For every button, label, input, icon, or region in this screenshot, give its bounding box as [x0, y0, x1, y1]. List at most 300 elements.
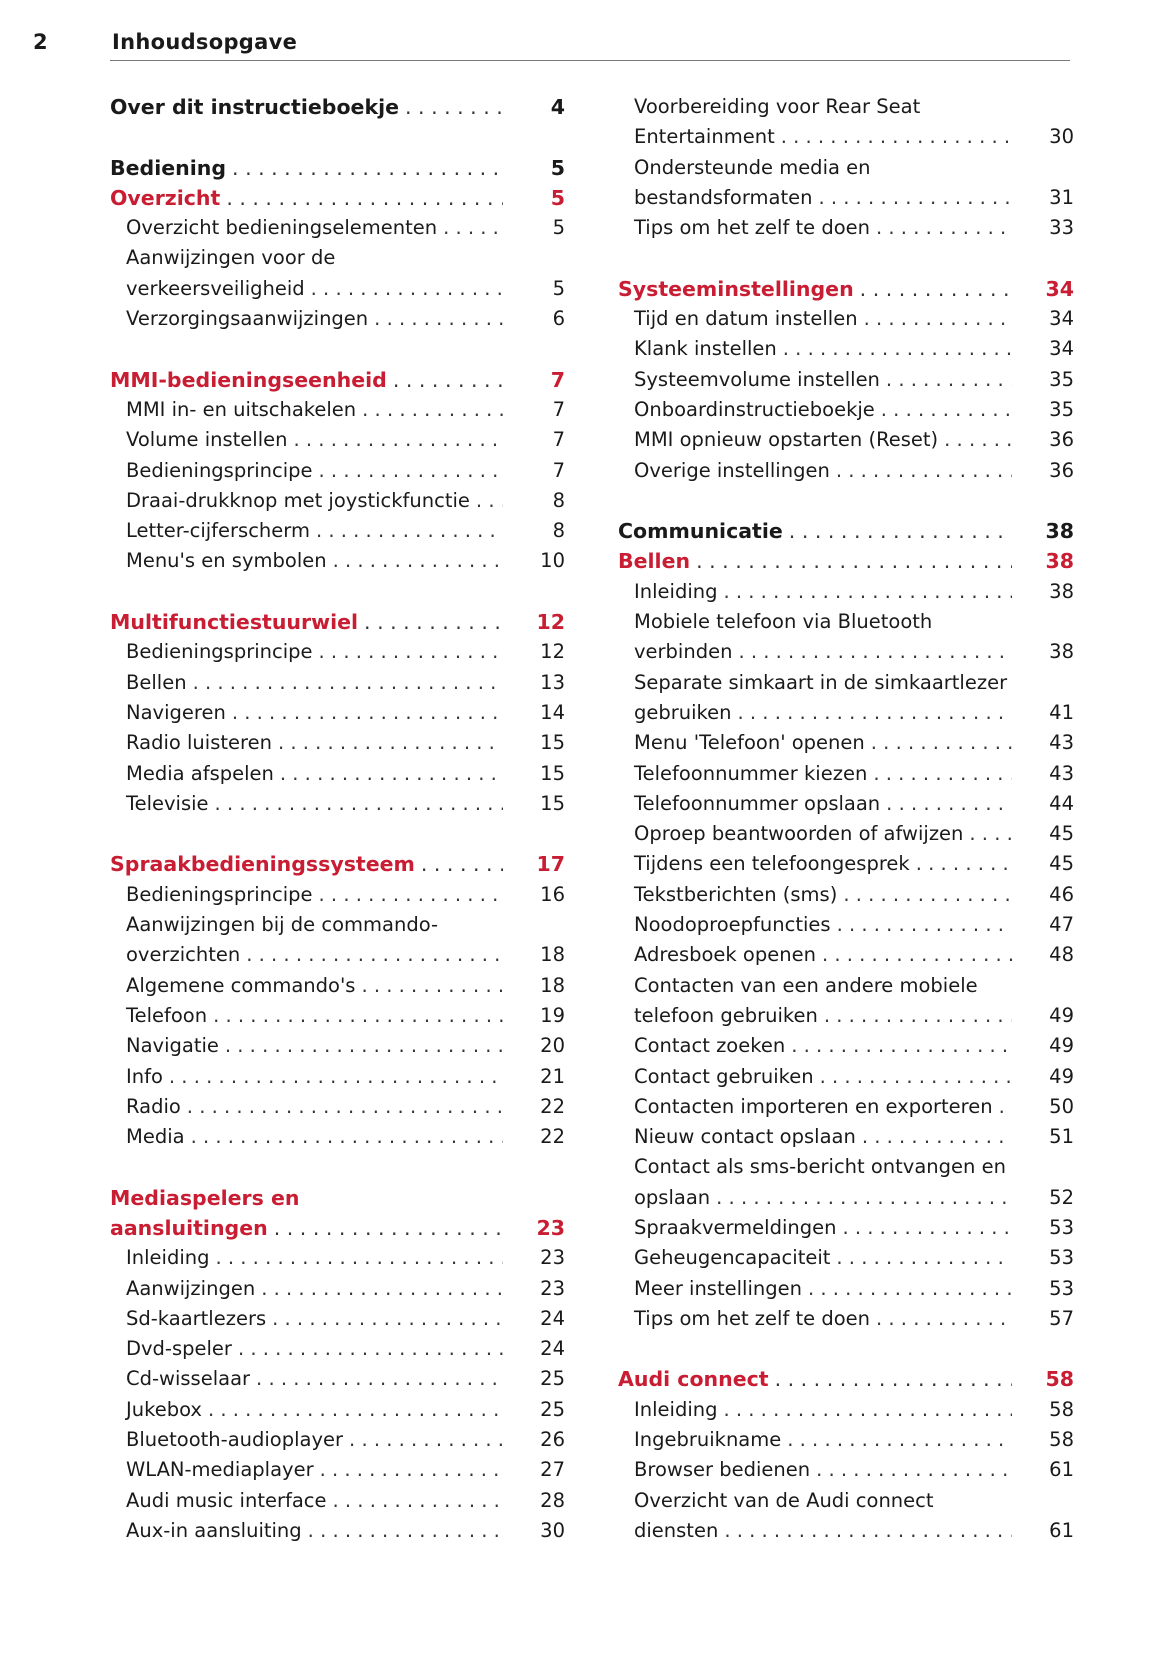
- toc-entry[interactable]: [110, 1455, 565, 1485]
- toc-entry-title: Voorbereiding voor Rear Seat: [634, 95, 921, 118]
- toc-entry-title: Bellen: [126, 670, 187, 694]
- toc-entry[interactable]: [618, 728, 1074, 758]
- toc-entry[interactable]: [618, 819, 1074, 849]
- dot-leader: [415, 849, 503, 879]
- toc-entry-title: Separate simkaart in de simkaartlezer: [634, 670, 1008, 694]
- toc-entry-page: 52: [1049, 1185, 1074, 1209]
- toc-entry[interactable]: [618, 1304, 1074, 1334]
- toc-entry-title: Systeeminstellingen: [618, 276, 854, 301]
- dot-leader: [814, 1062, 1012, 1092]
- toc-entry-title: verbinden: [634, 640, 733, 664]
- header-divider: [110, 60, 1070, 61]
- toc-entry-title: Bellen: [618, 549, 691, 574]
- toc-entry[interactable]: [618, 456, 1074, 486]
- dot-leader: [314, 1455, 503, 1485]
- dot-leader: [226, 153, 503, 183]
- toc-entry[interactable]: [618, 1213, 1074, 1243]
- dot-leader: [358, 607, 503, 637]
- toc-entry-page: 24: [540, 1337, 565, 1361]
- toc-entry-page: 4: [550, 95, 565, 119]
- toc-entry-title: Adresboek openen: [634, 943, 816, 967]
- toc-entry[interactable]: [110, 1395, 565, 1425]
- toc-entry-title: Media: [126, 1125, 185, 1149]
- toc-entry-page: 5: [552, 276, 565, 300]
- toc-entry[interactable]: [618, 789, 1074, 819]
- toc-entry-page: 43: [1049, 761, 1074, 785]
- dot-leader: [209, 789, 503, 819]
- toc-entry-page: 61: [1049, 1458, 1074, 1482]
- toc-entry-title: Sd-kaartlezers: [126, 1306, 267, 1330]
- toc-entry-title: Algemene commando's: [126, 973, 356, 997]
- toc-entry[interactable]: [110, 1062, 565, 1092]
- toc-entry[interactable]: [110, 1122, 565, 1152]
- dot-leader: [356, 395, 503, 425]
- toc-entry[interactable]: [618, 213, 1074, 243]
- toc-entry[interactable]: [618, 577, 1074, 607]
- dot-leader: [775, 122, 1012, 152]
- toc-entry[interactable]: [110, 940, 565, 970]
- dot-leader: [880, 789, 1012, 819]
- toc-entry[interactable]: [618, 880, 1074, 910]
- toc-entry-title: Bedieningsprincipe: [126, 640, 313, 664]
- toc-entry-title: Volume instellen: [126, 428, 288, 452]
- dot-leader: [938, 425, 1012, 455]
- dot-leader: [355, 971, 503, 1001]
- toc-entry-title: Entertainment: [634, 125, 775, 149]
- dot-leader: [163, 1062, 503, 1092]
- dot-leader: [268, 1213, 503, 1243]
- toc-entry-title: Menu 'Telefoon' openen: [634, 731, 865, 755]
- toc-entry[interactable]: [110, 1001, 565, 1031]
- toc-entry-title: Spraakbedieningssysteem: [110, 852, 415, 877]
- toc-entry-page: 7: [552, 397, 565, 421]
- toc-entry-title: MMI-bedieningseenheid: [110, 367, 387, 392]
- toc-entry-page: 8: [552, 519, 565, 543]
- toc-entry-page: 7: [550, 367, 565, 392]
- dot-leader: [255, 1274, 503, 1304]
- dot-leader: [302, 1516, 503, 1546]
- toc-entry[interactable]: [110, 910, 565, 940]
- toc-entry-page: 7: [552, 428, 565, 452]
- toc-entry-page: 15: [540, 791, 565, 815]
- dot-leader: [274, 759, 503, 789]
- toc-entry[interactable]: [618, 153, 1074, 183]
- toc-entry-title: Inleiding: [634, 1397, 718, 1421]
- dot-leader: [305, 274, 503, 304]
- toc-entry[interactable]: [110, 971, 565, 1001]
- dot-leader: [399, 92, 503, 122]
- toc-entry[interactable]: [618, 183, 1074, 213]
- toc-entry-title: MMI opnieuw opstarten (Reset): [634, 428, 939, 452]
- toc-entry-title: Aanwijzingen voor de: [126, 246, 336, 270]
- toc-entry[interactable]: [110, 274, 565, 304]
- toc-entry-page: 34: [1045, 276, 1074, 301]
- toc-entry-page: 35: [1049, 397, 1074, 421]
- toc-entry-page: 45: [1049, 852, 1074, 876]
- toc-entry-title: Letter-cijferscherm: [126, 519, 310, 543]
- toc-entry[interactable]: [110, 698, 565, 728]
- toc-entry[interactable]: [618, 637, 1074, 667]
- toc-entry-title: Contact als sms-bericht ontvangen en: [634, 1155, 1006, 1179]
- toc-entry-page: 34: [1049, 307, 1074, 331]
- toc-entry[interactable]: [618, 1274, 1074, 1304]
- toc-entry-page: 38: [1045, 549, 1074, 574]
- toc-entry[interactable]: [618, 1001, 1074, 1031]
- toc-entry-page: 12: [536, 610, 565, 635]
- toc-entry-title: Contact gebruiken: [634, 1064, 814, 1088]
- toc-entry-page: 43: [1049, 731, 1074, 755]
- dot-leader: [837, 880, 1012, 910]
- toc-entry-page: 46: [1049, 882, 1074, 906]
- dot-leader: [181, 1092, 503, 1122]
- dot-leader: [207, 1001, 503, 1031]
- toc-entry-page: 30: [1049, 125, 1074, 149]
- toc-entry-page: 24: [540, 1306, 565, 1330]
- toc-entry[interactable]: [110, 1486, 565, 1516]
- toc-entry[interactable]: [618, 1062, 1074, 1092]
- dot-leader: [327, 1486, 503, 1516]
- dot-leader: [313, 637, 503, 667]
- toc-entry[interactable]: [110, 880, 565, 910]
- toc-entry-title: Tips om het zelf te doen: [634, 216, 871, 240]
- dot-leader: [856, 1122, 1012, 1152]
- toc-entry-page: 17: [536, 852, 565, 877]
- toc-entry-title: Dvd-speler: [126, 1337, 232, 1361]
- toc-entry-page: 26: [540, 1428, 565, 1452]
- toc-entry[interactable]: [618, 698, 1074, 728]
- dot-leader: [368, 304, 503, 334]
- toc-entry-page: 34: [1049, 337, 1074, 361]
- section-spacer: [618, 243, 1074, 273]
- toc-entry-page: 38: [1045, 519, 1074, 544]
- dot-leader: [387, 365, 503, 395]
- toc-entry[interactable]: [110, 1243, 565, 1273]
- toc-entry-page: 51: [1049, 1125, 1074, 1149]
- dot-leader: [327, 546, 503, 576]
- toc-entry-page: 23: [540, 1276, 565, 1300]
- toc-entry[interactable]: [110, 213, 565, 243]
- toc-entry-page: 13: [540, 670, 565, 694]
- toc-entry-page: 33: [1049, 216, 1074, 240]
- toc-entry-page: 25: [540, 1367, 565, 1391]
- toc-entry-title: Jukebox: [126, 1397, 202, 1421]
- toc-entry-page: 12: [540, 640, 565, 664]
- dot-leader: [875, 395, 1012, 425]
- toc-entry-page: 30: [540, 1518, 565, 1542]
- dot-leader: [810, 1455, 1012, 1485]
- dot-leader: [313, 456, 503, 486]
- toc-entry-page: 18: [540, 973, 565, 997]
- toc-entry-page: 31: [1049, 185, 1074, 209]
- toc-entry-title: Overige instellingen: [634, 458, 830, 482]
- dot-leader: [963, 819, 1012, 849]
- toc-entry[interactable]: [618, 1031, 1074, 1061]
- toc-entry-title: Telefoonnummer kiezen: [634, 761, 868, 785]
- toc-entry[interactable]: [110, 607, 565, 637]
- toc-entry[interactable]: [618, 122, 1074, 152]
- dot-leader: [470, 486, 503, 516]
- toc-entry-title: Bedieningsprincipe: [126, 458, 313, 482]
- toc-entry[interactable]: [618, 668, 1074, 698]
- toc-entry-title: Inleiding: [634, 579, 718, 603]
- toc-entry-title: Navigeren: [126, 700, 226, 724]
- toc-entry[interactable]: [110, 728, 565, 758]
- dot-leader: [240, 940, 503, 970]
- toc-entry-page: 61: [1049, 1518, 1074, 1542]
- dot-leader: [220, 183, 503, 213]
- toc-entry[interactable]: [110, 183, 565, 213]
- dot-leader: [717, 1395, 1012, 1425]
- toc-entry[interactable]: [618, 92, 1074, 122]
- toc-entry[interactable]: [110, 304, 565, 334]
- toc-entry-title: MMI in- en uitschakelen: [126, 397, 357, 421]
- toc-entry[interactable]: [110, 365, 565, 395]
- dot-leader: [854, 274, 1012, 304]
- dot-leader: [226, 698, 503, 728]
- dot-leader: [865, 728, 1012, 758]
- toc-entry-page: 14: [540, 700, 565, 724]
- dot-leader: [830, 456, 1012, 486]
- toc-entry[interactable]: [110, 668, 565, 698]
- section-spacer: [618, 486, 1074, 516]
- toc-entry[interactable]: [618, 274, 1074, 304]
- toc-entry-title: Overzicht: [110, 185, 221, 210]
- toc-entry[interactable]: [618, 759, 1074, 789]
- dot-leader: [818, 1001, 1012, 1031]
- section-spacer: [110, 1152, 565, 1182]
- toc-entry-title: Spraakvermeldingen: [634, 1215, 837, 1239]
- dot-leader: [250, 1364, 503, 1394]
- toc-entry-page: 16: [540, 882, 565, 906]
- toc-entry-title: Nieuw contact opslaan: [634, 1125, 856, 1149]
- toc-entry[interactable]: [110, 759, 565, 789]
- toc-entry[interactable]: [618, 971, 1074, 1001]
- toc-entry[interactable]: [110, 516, 565, 546]
- section-spacer: [110, 334, 565, 364]
- toc-entry-page: 27: [540, 1458, 565, 1482]
- toc-entry[interactable]: [618, 1122, 1074, 1152]
- dot-leader: [812, 183, 1012, 213]
- toc-entry[interactable]: [110, 456, 565, 486]
- toc-entry[interactable]: [618, 425, 1074, 455]
- dot-leader: [816, 940, 1012, 970]
- toc-entry-title: Contacten van een andere mobiele: [634, 973, 978, 997]
- toc-entry[interactable]: [618, 910, 1074, 940]
- toc-entry-title: Browser bedienen: [634, 1458, 811, 1482]
- toc-entry-page: 15: [540, 731, 565, 755]
- toc-entry-title: Meer instellingen: [634, 1276, 802, 1300]
- toc-entry-page: 21: [540, 1064, 565, 1088]
- dot-leader: [288, 425, 504, 455]
- toc-entry-title: Klank instellen: [634, 337, 777, 361]
- toc-entry-page: 25: [540, 1397, 565, 1421]
- dot-leader: [785, 1031, 1012, 1061]
- dot-leader: [717, 577, 1012, 607]
- dot-leader: [310, 516, 503, 546]
- toc-entry-title: diensten: [634, 1518, 719, 1542]
- toc-entry[interactable]: [110, 1364, 565, 1394]
- toc-entry-title: Telefoonnummer opslaan: [634, 791, 881, 815]
- toc-entry[interactable]: [618, 1455, 1074, 1485]
- toc-entry-title: Contacten importeren en exporteren: [634, 1094, 993, 1118]
- toc-entry-page: 22: [540, 1094, 565, 1118]
- toc-entry-title: verkeersveiligheid: [126, 276, 305, 300]
- toc-entry-title: Systeemvolume instellen: [634, 367, 880, 391]
- toc-entry-title: Ingebruikname: [634, 1428, 782, 1452]
- dot-leader: [870, 213, 1012, 243]
- toc-entry[interactable]: [618, 1395, 1074, 1425]
- toc-entry[interactable]: [618, 1243, 1074, 1273]
- toc-entry-title: Info: [126, 1064, 163, 1088]
- dot-leader: [769, 1364, 1012, 1394]
- toc-entry-page: 53: [1049, 1276, 1074, 1300]
- dot-leader: [830, 1243, 1012, 1273]
- toc-entry-title: Geheugencapaciteit: [634, 1246, 831, 1270]
- toc-entry-title: Telefoon: [126, 1003, 208, 1027]
- toc-entry[interactable]: [618, 1183, 1074, 1213]
- toc-entry-page: 18: [540, 943, 565, 967]
- toc-entry-title: WLAN-mediaplayer: [126, 1458, 314, 1482]
- toc-entry-page: 10: [540, 549, 565, 573]
- toc-entry-page: 38: [1049, 579, 1074, 603]
- toc-entry[interactable]: [110, 637, 565, 667]
- toc-entry[interactable]: [618, 940, 1074, 970]
- toc-entry[interactable]: [110, 395, 565, 425]
- toc-entry-page: 48: [1049, 943, 1074, 967]
- toc-entry[interactable]: [110, 1334, 565, 1364]
- toc-entry[interactable]: [618, 1516, 1074, 1546]
- section-spacer: [110, 819, 565, 849]
- toc-entry[interactable]: [110, 1274, 565, 1304]
- dot-leader: [710, 1183, 1012, 1213]
- toc-entry-title: telefoon gebruiken: [634, 1003, 818, 1027]
- toc-entry[interactable]: [110, 1183, 565, 1213]
- toc-left-column: [110, 92, 565, 1546]
- toc-entry-page: 57: [1049, 1306, 1074, 1330]
- toc-entry-page: 23: [540, 1246, 565, 1270]
- toc-entry[interactable]: [618, 849, 1074, 879]
- toc-entry[interactable]: [618, 546, 1074, 576]
- toc-entry-title: Bedieningsprincipe: [126, 882, 313, 906]
- dot-leader: [232, 1334, 503, 1364]
- page-number: 2: [33, 30, 48, 54]
- section-spacer: [618, 1334, 1074, 1364]
- dot-leader: [781, 1425, 1012, 1455]
- dot-leader: [732, 637, 1012, 667]
- toc-entry-page: 44: [1049, 791, 1074, 815]
- toc-entry[interactable]: [618, 304, 1074, 334]
- toc-entry-page: 19: [540, 1003, 565, 1027]
- toc-entry-title: Aux-in aansluiting: [126, 1518, 302, 1542]
- toc-entry-page: 36: [1049, 458, 1074, 482]
- toc-entry[interactable]: [618, 1152, 1074, 1182]
- dot-leader: [185, 1122, 503, 1152]
- toc-entry-title: Inleiding: [126, 1246, 210, 1270]
- toc-entry-title: Navigatie: [126, 1034, 219, 1058]
- toc-entry[interactable]: [110, 1304, 565, 1334]
- toc-entry[interactable]: [110, 1031, 565, 1061]
- toc-entry[interactable]: [110, 1092, 565, 1122]
- toc-entry-title: Tijdens een telefoongesprek: [634, 852, 910, 876]
- dot-leader: [870, 1304, 1012, 1334]
- dot-leader: [219, 1031, 503, 1061]
- toc-entry[interactable]: [618, 334, 1074, 364]
- toc-entry-page: 47: [1049, 913, 1074, 937]
- dot-leader: [718, 1516, 1012, 1546]
- dot-leader: [783, 516, 1012, 546]
- toc-entry[interactable]: [618, 1486, 1074, 1516]
- toc-entry-title: Audi music interface: [126, 1488, 327, 1512]
- toc-entry-page: 22: [540, 1125, 565, 1149]
- toc-entry[interactable]: [110, 92, 565, 122]
- toc-entry-title: Aanwijzingen: [126, 1276, 256, 1300]
- toc-entry-page: 28: [540, 1488, 565, 1512]
- toc-entry[interactable]: [110, 1516, 565, 1546]
- toc-entry-title: Radio: [126, 1094, 181, 1118]
- toc-entry-page: 35: [1049, 367, 1074, 391]
- toc-entry-title: Tekstberichten (sms): [634, 882, 838, 906]
- dot-leader: [209, 1243, 503, 1273]
- section-spacer: [110, 122, 565, 152]
- toc-entry[interactable]: [110, 1213, 565, 1243]
- toc-entry-title: Tijd en datum instellen: [634, 307, 858, 331]
- toc-entry-page: 53: [1049, 1246, 1074, 1270]
- toc-entry[interactable]: [618, 1364, 1074, 1394]
- toc-entry-page: 36: [1049, 428, 1074, 452]
- toc-entry-title: Draai-drukknop met joystickfunctie: [126, 488, 470, 512]
- toc-entry[interactable]: [110, 425, 565, 455]
- toc-entry-title: Verzorgingsaanwijzingen: [126, 307, 369, 331]
- toc-entry-title: Communicatie: [618, 519, 783, 544]
- dot-leader: [777, 334, 1012, 364]
- dot-leader: [880, 365, 1012, 395]
- toc-entry-title: Onboardinstructieboekje: [634, 397, 875, 421]
- dot-leader: [732, 698, 1013, 728]
- toc-entry-title: gebruiken: [634, 700, 732, 724]
- toc-entry[interactable]: [110, 153, 565, 183]
- toc-entry-title: Contact zoeken: [634, 1034, 786, 1058]
- toc-entry[interactable]: [618, 1425, 1074, 1455]
- dot-leader: [690, 546, 1012, 576]
- toc-entry[interactable]: [618, 365, 1074, 395]
- toc-entry-title: aansluitingen: [110, 1215, 268, 1240]
- toc-entry-page: 45: [1049, 822, 1074, 846]
- toc-entry[interactable]: [618, 607, 1074, 637]
- section-spacer: [110, 577, 565, 607]
- toc-entry[interactable]: [110, 486, 565, 516]
- toc-entry[interactable]: [618, 395, 1074, 425]
- toc-entry-title: Overzicht van de Audi connect: [634, 1488, 934, 1512]
- toc-right-column: [618, 92, 1074, 1546]
- toc-entry[interactable]: [110, 849, 565, 879]
- toc-entry-title: Ondersteunde media en: [634, 155, 871, 179]
- toc-entry-page: 58: [1045, 1367, 1074, 1392]
- toc-entry-title: Televisie: [126, 791, 209, 815]
- toc-entry[interactable]: [110, 546, 565, 576]
- dot-leader: [993, 1092, 1012, 1122]
- toc-entry-page: 7: [552, 458, 565, 482]
- toc-entry-title: Bediening: [110, 155, 227, 180]
- toc-entry[interactable]: [618, 516, 1074, 546]
- toc-entry-title: Multifunctiestuurwiel: [110, 610, 359, 635]
- toc-entry[interactable]: [110, 1425, 565, 1455]
- toc-entry-page: 49: [1049, 1064, 1074, 1088]
- toc-entry[interactable]: [110, 243, 565, 273]
- dot-leader: [437, 213, 503, 243]
- toc-entry[interactable]: [618, 1092, 1074, 1122]
- toc-entry-page: 49: [1049, 1003, 1074, 1027]
- toc-entry[interactable]: [110, 789, 565, 819]
